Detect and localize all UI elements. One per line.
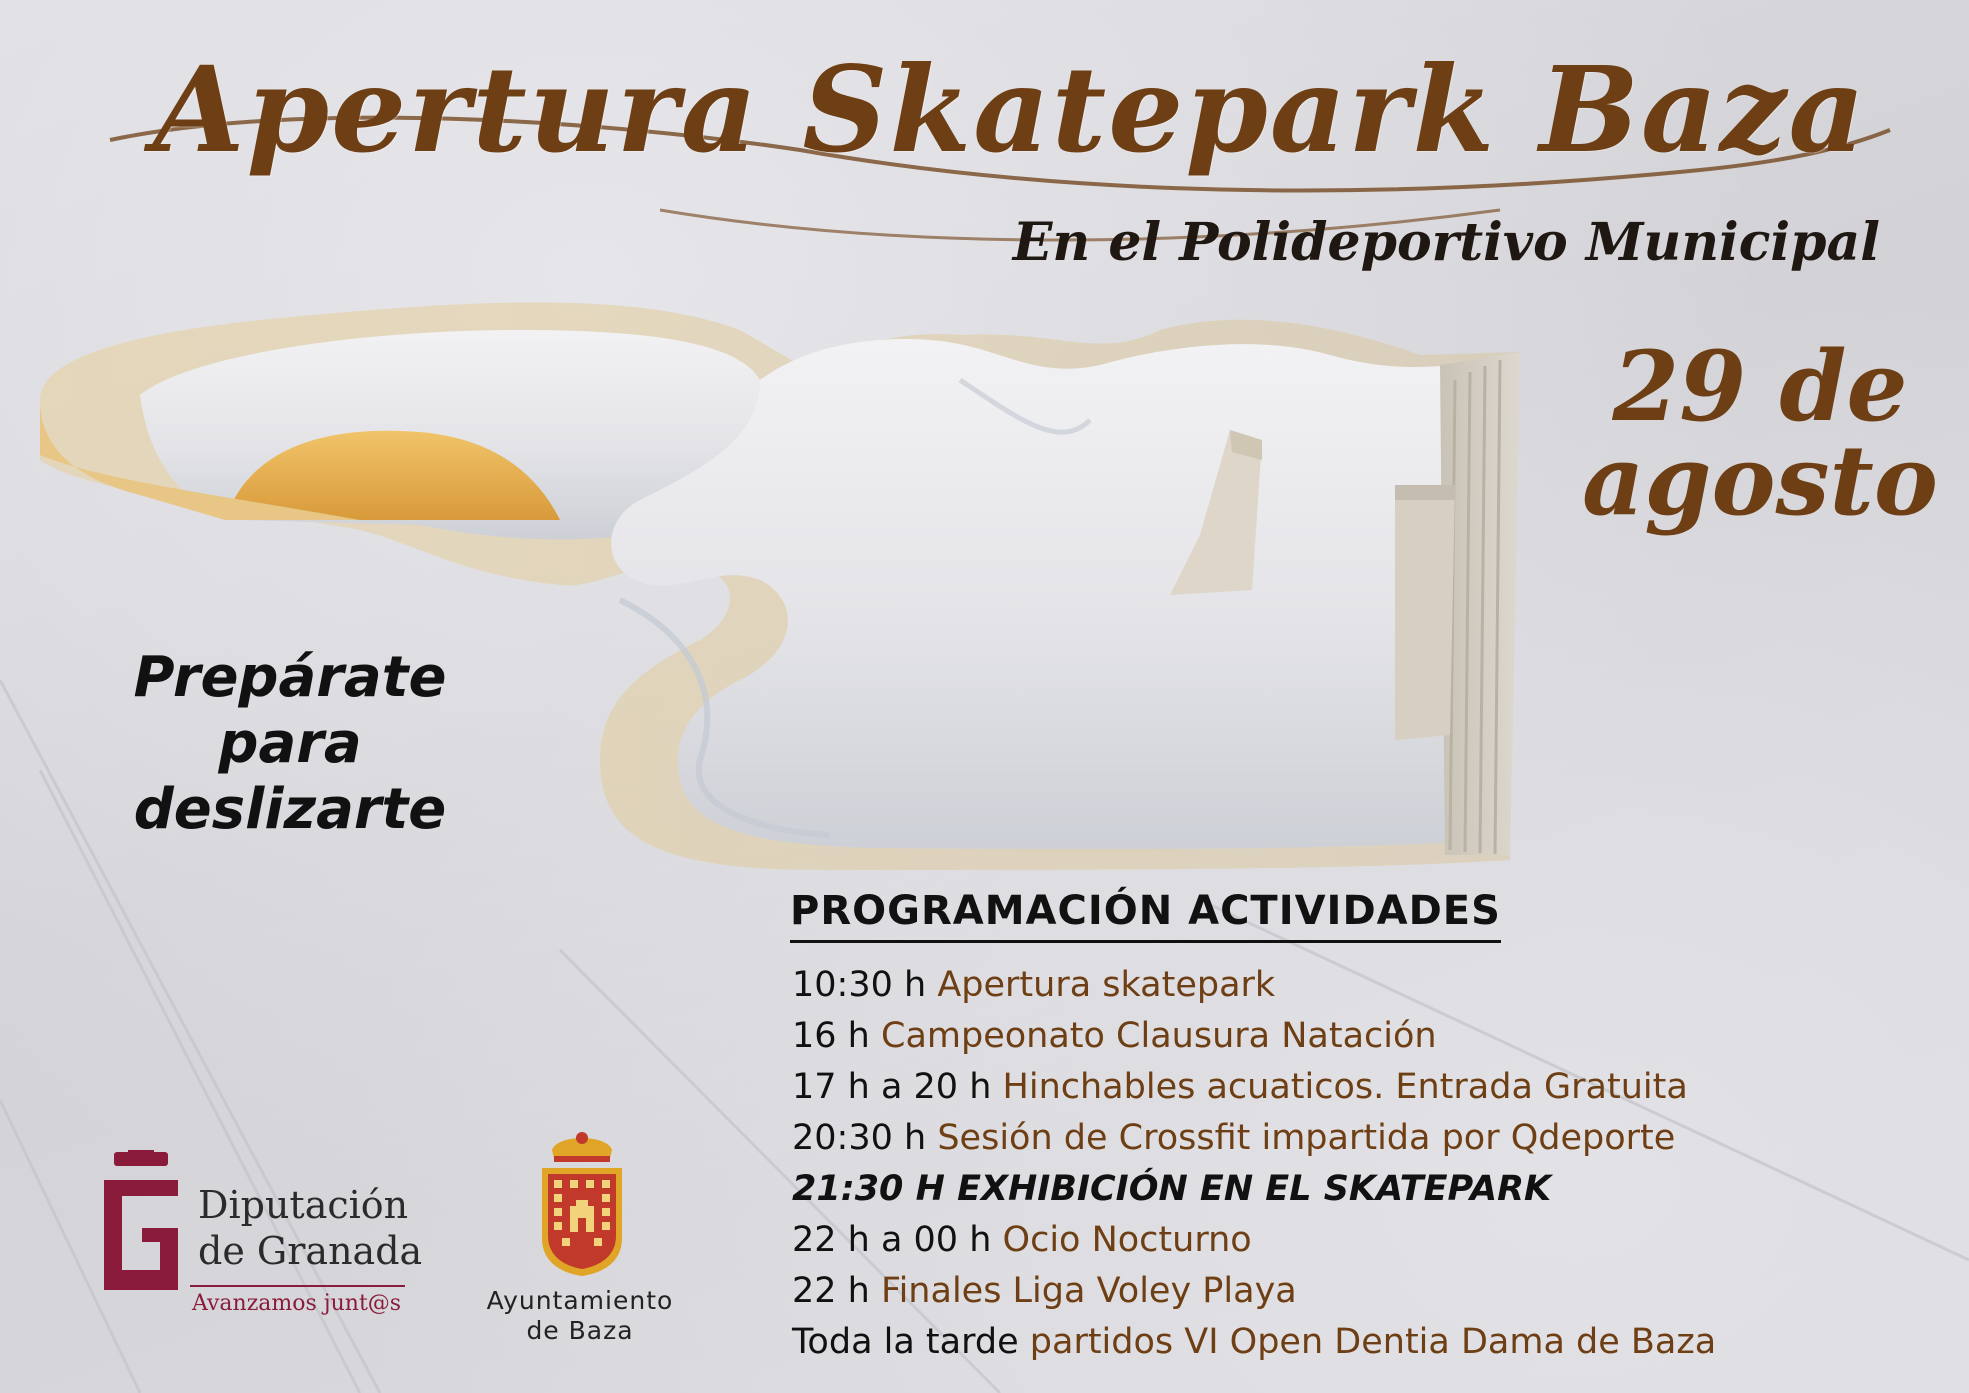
schedule-time: 16 h: [792, 1016, 870, 1056]
schedule-time: 22 h: [792, 1271, 870, 1311]
schedule-time: 21:30 H: [792, 1169, 945, 1209]
schedule-activity: Ocio Nocturno: [1002, 1220, 1252, 1260]
schedule-time: 17 h a 20 h: [792, 1067, 992, 1107]
diputacion-name: [198, 1182, 422, 1274]
schedule-activity: EXHIBICIÓN EN EL SKATEPARK: [957, 1169, 1552, 1209]
ayuntamiento-name: [470, 1286, 690, 1346]
schedule-item: [792, 960, 1962, 1011]
ayuntamiento-line2: de Baza: [526, 1316, 634, 1345]
schedule-activity: partidos VI Open Dentia Dama de Baza: [1029, 1322, 1717, 1362]
schedule-list: [792, 960, 1962, 1368]
tagline-line3: deslizarte: [133, 777, 447, 842]
schedule-activity: Finales Liga Voley Playa: [881, 1271, 1297, 1311]
diputacion-g-logo-icon: [96, 1150, 186, 1300]
event-date-line2: agosto: [1582, 424, 1938, 537]
schedule-item: [792, 1215, 1962, 1266]
schedule-activity: Hinchables acuaticos. Entrada Gratuita: [1002, 1067, 1688, 1107]
diputacion-line1: Diputación: [198, 1183, 409, 1227]
event-date-line1: 29 de: [1612, 330, 1908, 443]
schedule-item: [792, 1113, 1962, 1164]
poster-subtitle: En el Polideportivo Municipal: [1012, 212, 1880, 273]
poster-title: Apertura Skatepark Baza: [153, 40, 1867, 179]
diputacion-divider: [190, 1285, 405, 1287]
program-heading: PROGRAMACIÓN ACTIVIDADES: [790, 888, 1501, 943]
schedule-item: [792, 1317, 1962, 1368]
schedule-item: [792, 1266, 1962, 1317]
diputacion-slogan: Avanzamos junt@s: [192, 1291, 402, 1316]
schedule-item: [792, 1062, 1962, 1113]
schedule-time: 20:30 h: [792, 1118, 927, 1158]
schedule-activity: Sesión de Crossfit impartida por Qdeporte: [937, 1118, 1676, 1158]
schedule-activity: Campeonato Clausura Natación: [881, 1016, 1437, 1056]
tagline: [80, 645, 500, 843]
schedule-time: 10:30 h: [792, 965, 927, 1005]
event-date: [1570, 330, 1950, 537]
diputacion-line2: de Granada: [198, 1229, 423, 1273]
tagline-line1: Prepárate: [133, 645, 447, 710]
tagline-line2: para: [218, 711, 362, 776]
ayuntamiento-line1: Ayuntamiento: [486, 1286, 674, 1315]
baza-coat-of-arms-icon: [532, 1128, 632, 1278]
schedule-activity: Apertura skatepark: [937, 965, 1276, 1005]
schedule-time: Toda la tarde: [792, 1322, 1019, 1362]
schedule-item: [792, 1011, 1962, 1062]
schedule-time: 22 h a 00 h: [792, 1220, 992, 1260]
schedule-item-highlight: [792, 1164, 1962, 1215]
